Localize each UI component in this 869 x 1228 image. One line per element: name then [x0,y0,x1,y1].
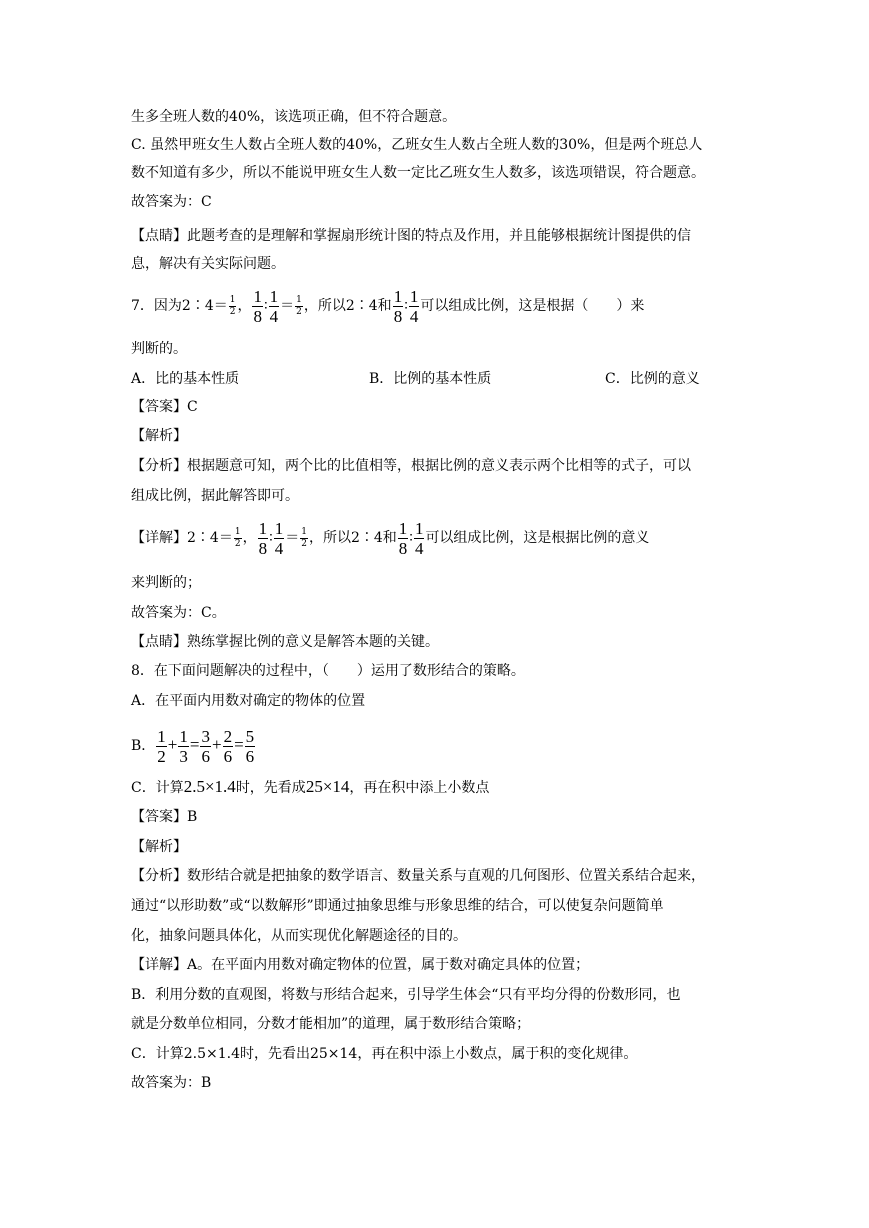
detail-mid: ，所以2∶4和 [308,530,397,546]
text-line: 组成比例，据此解答即可。 [131,488,299,504]
fraction-1-2: $\frac{1}{2}$ [229,294,236,317]
fraction-1-4: $\frac{1}{4}$ [414,518,424,558]
fraction-1-2: $\frac{1}{2}$ [301,526,307,549]
text-line: 通过“以形助数”或“以数解形”即通过抽象思维与形象思维的结合，可以使复杂问题简单 [131,898,664,914]
text-line: 故答案为：B [131,1075,212,1091]
q8-option-a: A．在平面内用数对确定的物体的位置 [131,693,366,709]
colon: ∶ [263,298,268,314]
analysis-label: 【解析】 [131,428,187,444]
colon: ∶ [269,530,273,546]
option-b-label: B． [131,738,156,754]
fraction-1-4: $\frac{1}{4}$ [269,286,279,326]
text-line: 【分析】根据题意可知，两个比的比值相等，根据比例的意义表示两个比相等的式子，可以 [131,458,691,474]
q8-option-b [131,722,256,769]
option-c-mid: 时，先看成 [235,780,306,796]
text-line: 就是分数单位相同，分数才能相加”的道理，属于数形结合策略； [131,1016,531,1032]
question-8-stem: 8．在下面问题解决的过程中，（ ）运用了数形结合的策略。 [131,663,525,679]
colon: ∶ [404,298,408,314]
fraction-1-4: $\frac{1}{4}$ [409,286,419,326]
math-expression: 25×14 [305,777,350,796]
equals: ＝ [280,298,295,314]
q7-prefix: 7．因为2∶4＝ [131,298,228,314]
question-7-stem [131,286,644,326]
plus-sign: + [211,735,222,754]
text-line: 故答案为：C [131,194,212,210]
comma: ， [242,530,257,546]
option-a: A．比的基本性质 [131,371,240,387]
fraction-1-4: $\frac{1}{4}$ [274,518,284,558]
plus-sign: + [167,735,178,754]
analysis-label: 【解析】 [131,839,187,855]
option-c-prefix: C．计算 [131,780,184,796]
fraction-1-8: $\frac{1}{8}$ [253,286,262,326]
equals-sign: = [234,735,244,754]
text-line: C．计算2.5×1.4时，先看出25×14，再在积中添上小数点，属于积的变化规律。 [131,1046,638,1062]
fraction-1-3: $\frac{1}{3}$ [179,726,188,766]
fraction-3-6: $\frac{3}{6}$ [201,726,210,766]
answer-label: 【答案】C [131,399,198,415]
text-line: 数不知道有多少，所以不能说甲班女生人数一定比乙班女生人数多，该选项错误，符合题意。 [131,165,705,181]
fraction-1-8: $\frac{1}{8}$ [258,518,268,558]
q7-detail-line [131,518,649,558]
fraction-1-2: $\frac{1}{2}$ [234,526,241,549]
text-line: B．利用分数的直观图，将数与形结合起来，引导学生体会“只有平均分得的份数形同，也 [131,987,681,1003]
fraction-1-8: $\frac{1}{8}$ [393,286,403,326]
text-line: 来判断的； [131,575,201,591]
option-c: C．比例的意义 [605,371,700,387]
text-line: 【点睛】熟练掌握比例的意义是解答本题的关键。 [131,634,439,650]
fraction-1-2: $\frac{1}{2}$ [157,726,166,766]
fraction-1-8: $\frac{1}{8}$ [398,518,408,558]
text-line: 故答案为：C。 [131,605,226,621]
text-line: 化，抽象问题具体化，从而实现优化解题途径的目的。 [131,928,467,944]
text-line: 生多全班人数的40%，该选项正确，但不符合题意。 [131,109,457,125]
equals-sign: = [189,735,200,754]
text-line: 判断的。 [131,341,187,357]
math-expression: 2.5×1.4 [183,777,236,796]
option-c-suffix: ，再在积中添上小数点 [349,780,490,796]
option-b: B．比例的基本性质 [369,371,492,387]
q7-suffix: 可以组成比例，这是根据（ ）来 [420,298,645,314]
text-line: 息，解决有关实际问题。 [131,256,285,272]
text-line: 【详解】A。在平面内用数对确定物体的位置，属于数对确定具体的位置； [131,957,590,973]
detail-prefix: 【详解】2∶4＝ [131,530,233,546]
q8-option-c [131,776,489,799]
text-line: 【点睛】此题考查的是理解和掌握扇形统计图的特点及作用，并且能够根据统计图提供的信 [131,228,691,244]
q7-mid: ，所以2∶4和 [303,298,392,314]
equals: ＝ [285,530,300,546]
text-line: 【分析】数形结合就是把抽象的数学语言、数量关系与直观的几何图形、位置关系结合起来， [131,868,705,884]
fraction-1-2: $\frac{1}{2}$ [296,294,302,317]
colon: ∶ [409,530,413,546]
fraction-5-6: $\frac{5}{6}$ [245,726,255,766]
comma: ， [237,298,252,314]
detail-suffix: 可以组成比例，这是根据比例的意义 [425,530,650,546]
answer-label: 【答案】B [131,809,198,825]
fraction-2-6: $\frac{2}{6}$ [223,726,233,766]
text-line: C. 虽然甲班女生人数占全班人数的40%，乙班女生人数占全班人数的30%，但是两个班总人 [131,137,703,153]
